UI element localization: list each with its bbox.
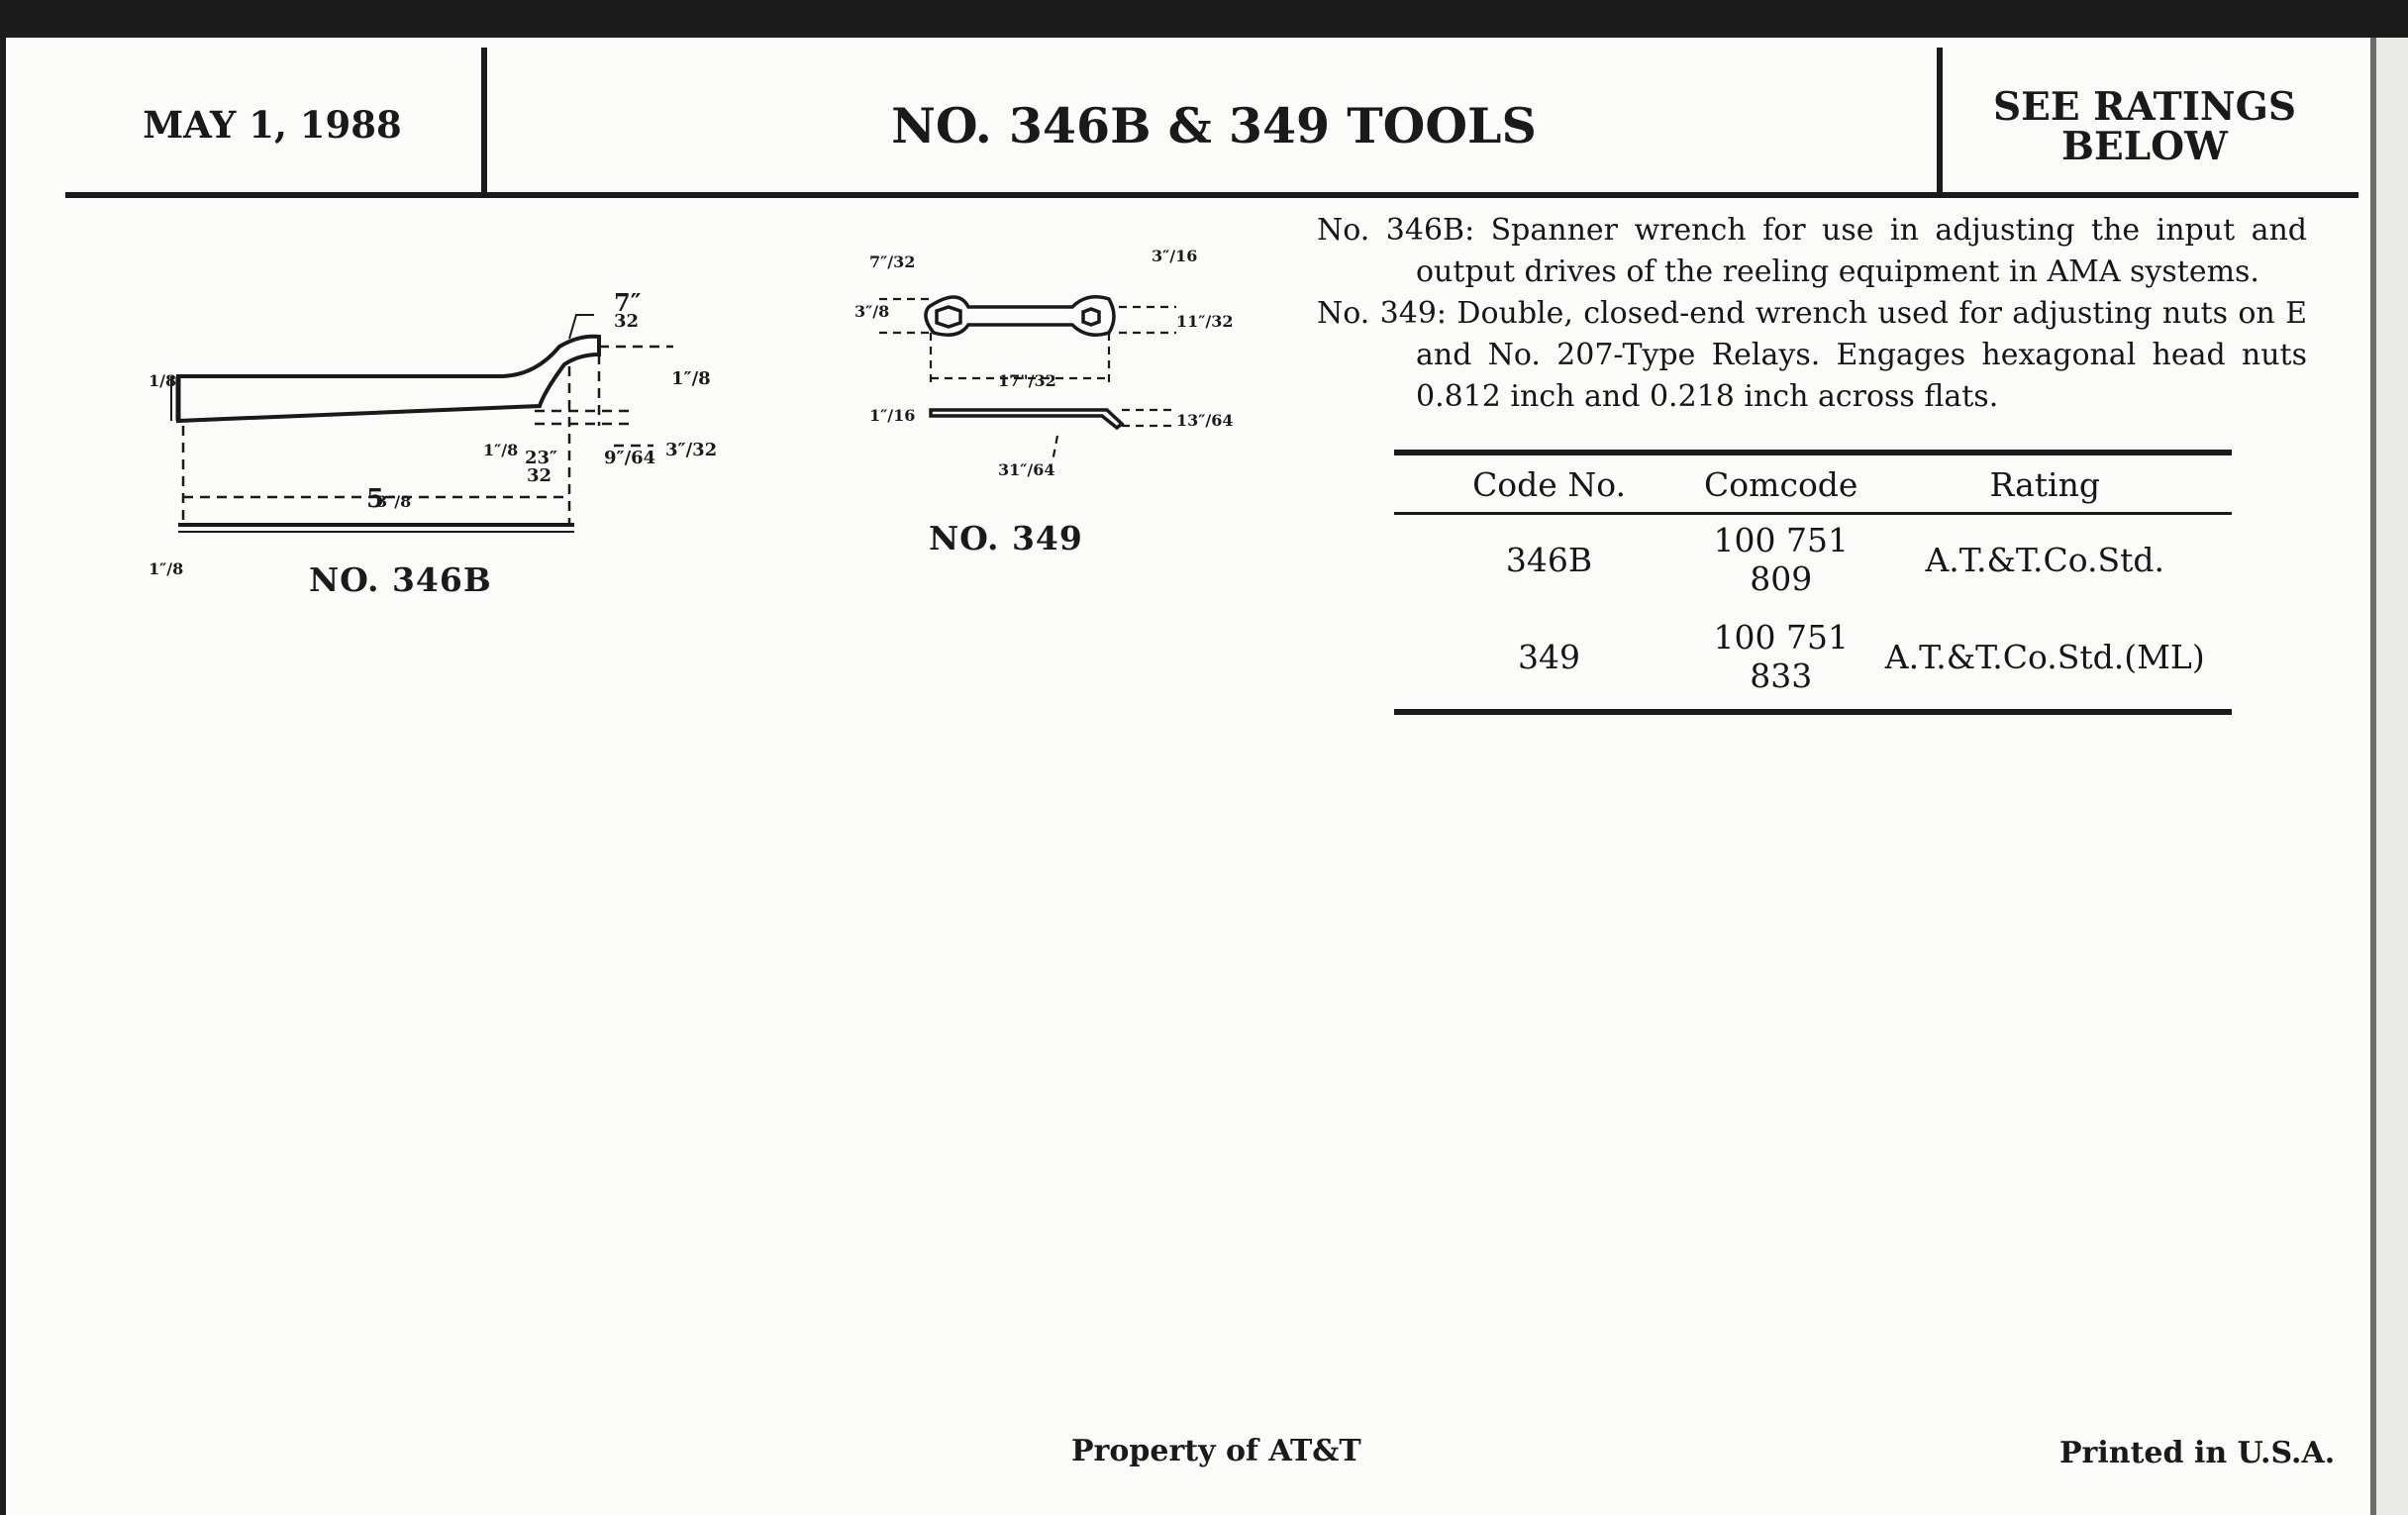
svg-text:31″/64: 31″/64 (998, 460, 1055, 479)
svg-text:32: 32 (527, 465, 552, 486)
caption-346b: NO. 346B (309, 560, 492, 599)
tool-descriptions (1317, 210, 2307, 418)
svg-text:3″/16: 3″/16 (1152, 247, 1198, 265)
svg-text:3″/8: 3″/8 (376, 492, 412, 511)
caption-349: NO. 349 (929, 519, 1083, 557)
header-comcode: Comcode (1704, 453, 1857, 514)
cell-code-no: 349 (1394, 612, 1704, 712)
page-title: NO. 346B & 349 TOOLS (891, 97, 1537, 154)
header-rating: Rating (1857, 453, 2232, 514)
svg-text:1″/16: 1″/16 (869, 406, 916, 425)
svg-text:13″/64: 13″/64 (1176, 411, 1234, 430)
svg-text:1″/8: 1″/8 (483, 441, 519, 459)
svg-text:23″: 23″ (525, 448, 558, 468)
table-row (1394, 514, 2232, 613)
svg-text:1″/8: 1″/8 (671, 368, 711, 389)
table-row (1394, 612, 2232, 712)
svg-text:3″/32: 3″/32 (665, 440, 718, 460)
cell-rating: A.T.&T.Co.Std.(ML) (1857, 612, 2232, 712)
description-346b: No. 346B: Spanner wrench for use in adjusting the input and output drives of the reeling equipment in AMA systems. (1317, 213, 2307, 289)
ratings-note-line1: SEE RATINGS (1992, 84, 2297, 130)
header-divider (1937, 48, 1943, 194)
svg-text:1/8: 1/8 (149, 371, 177, 390)
cell-comcode: 100 751 833 (1704, 612, 1857, 712)
header-rule (65, 192, 2358, 198)
property-notice: Property of AT&T (1071, 1434, 1361, 1468)
table-header-row (1394, 453, 2232, 514)
header-divider (481, 48, 487, 194)
drawing-349 (850, 238, 1234, 495)
svg-text:32: 32 (614, 311, 640, 332)
svg-text:9″/64: 9″/64 (604, 448, 656, 468)
dim-349-length: 17"/32 (998, 371, 1056, 390)
issue-date: MAY 1, 1988 (143, 103, 402, 147)
svg-text:1″/8: 1″/8 (149, 559, 184, 578)
description-349: No. 349: Double, closed-end wrench used for adjusting nuts on E and No. 207-Type Relays. Engages hexagonal head nuts 0.812 inch and 0.218 inch across flats. (1317, 296, 2307, 414)
svg-text:7″/32: 7″/32 (869, 252, 916, 271)
cell-comcode: 100 751 809 (1713, 521, 1849, 598)
drawing-346b (99, 277, 733, 604)
card-edge (2370, 38, 2408, 1515)
dim-346b-width: 5 (366, 484, 385, 514)
cell-code-no: 346B (1505, 540, 1593, 579)
cell-rating: A.T.&T.Co.Std. (1925, 540, 2164, 579)
svg-text:3″/8: 3″/8 (854, 302, 890, 321)
ratings-note (1947, 84, 2343, 169)
ratings-table (1394, 450, 2232, 715)
ratings-note-line2: BELOW (2061, 124, 2228, 169)
svg-text:11″/32: 11″/32 (1176, 312, 1234, 331)
svg-text:7″: 7″ (614, 288, 642, 317)
header-code-no: Code No. (1394, 453, 1704, 514)
printed-notice: Printed in U.S.A. (2059, 1436, 2336, 1470)
